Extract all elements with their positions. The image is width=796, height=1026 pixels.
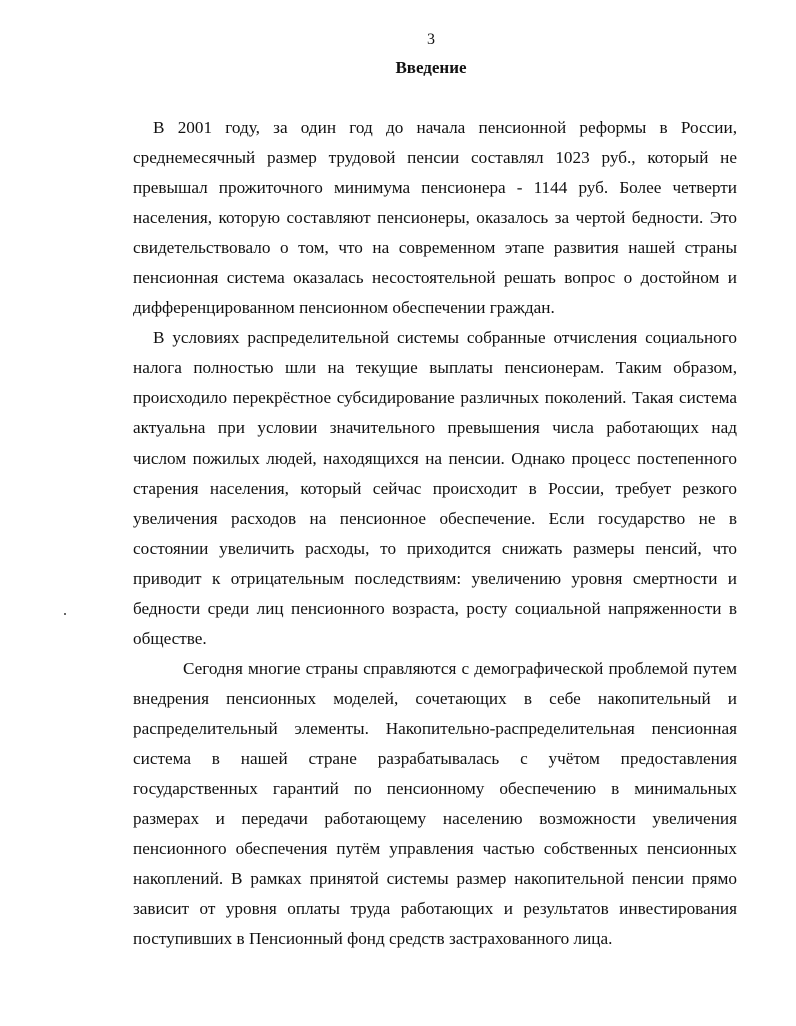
body-text (133, 113, 737, 954)
paragraph-3: Сегодня многие страны справляются с демографической проблемой путем внедрения пенсионных моделей, сочетающих в себе накопительный и распределительный элементы. Накопительно-распределительная пенсионная система в нашей стране разрабатывалась с учётом предоставления государственных гарантий по пенсионному обеспечению в минимальных размерах и передачи работающему населению возможности увеличения пенсионного обеспечения путём управления частью собственных пенсионных накоплений. В рамках принятой системы размер накопительной пенсии прямо зависит от уровня оплаты труда работающих и результатов инвестирования поступивших в Пенсионный фонд средств застрахованного лица. (133, 658, 737, 949)
page-title: Введение (395, 58, 467, 77)
paragraph-1: В 2001 году, за один год до начала пенсионной реформы в России, среднемесячный размер трудовой пенсии составлял 1023 руб., который не превышал прожиточного минимума пенсионера - 1144 руб. Более четверти населения, которую составляют пенсионеры, оказалось за чертой бедности. Это свидетельствовало о том, что на современном этапе развития нашей страны пенсионная система оказалась несостоятельной решать вопрос о достойном и дифференцированном пенсионном обеспечении граждан. (133, 118, 737, 318)
page-number: 3 (427, 31, 435, 48)
scan-speck (64, 613, 66, 615)
paragraph-2: В условиях распределительной системы собранные отчисления социального налога полностью шли на текущие выплаты пенсионерам. Таким образом, происходило перекрёстное субсидирование различных поколений. Такая система актуальна при условии значительного превышения числа работающих над числом пожилых людей, находящихся на пенсии. Однако процесс постепенного старения населения, который сейчас происходит в России, требует резкого увеличения расходов на пенсионное обеспечение. Если государство не в состоянии увеличить расходы, то приходится снижать размеры пенсий, что приводит к отрицательным последствиям: увеличению уровня смертности и бедности среди лиц пенсионного возраста, росту социальной напряженности в обществе. (133, 328, 737, 648)
